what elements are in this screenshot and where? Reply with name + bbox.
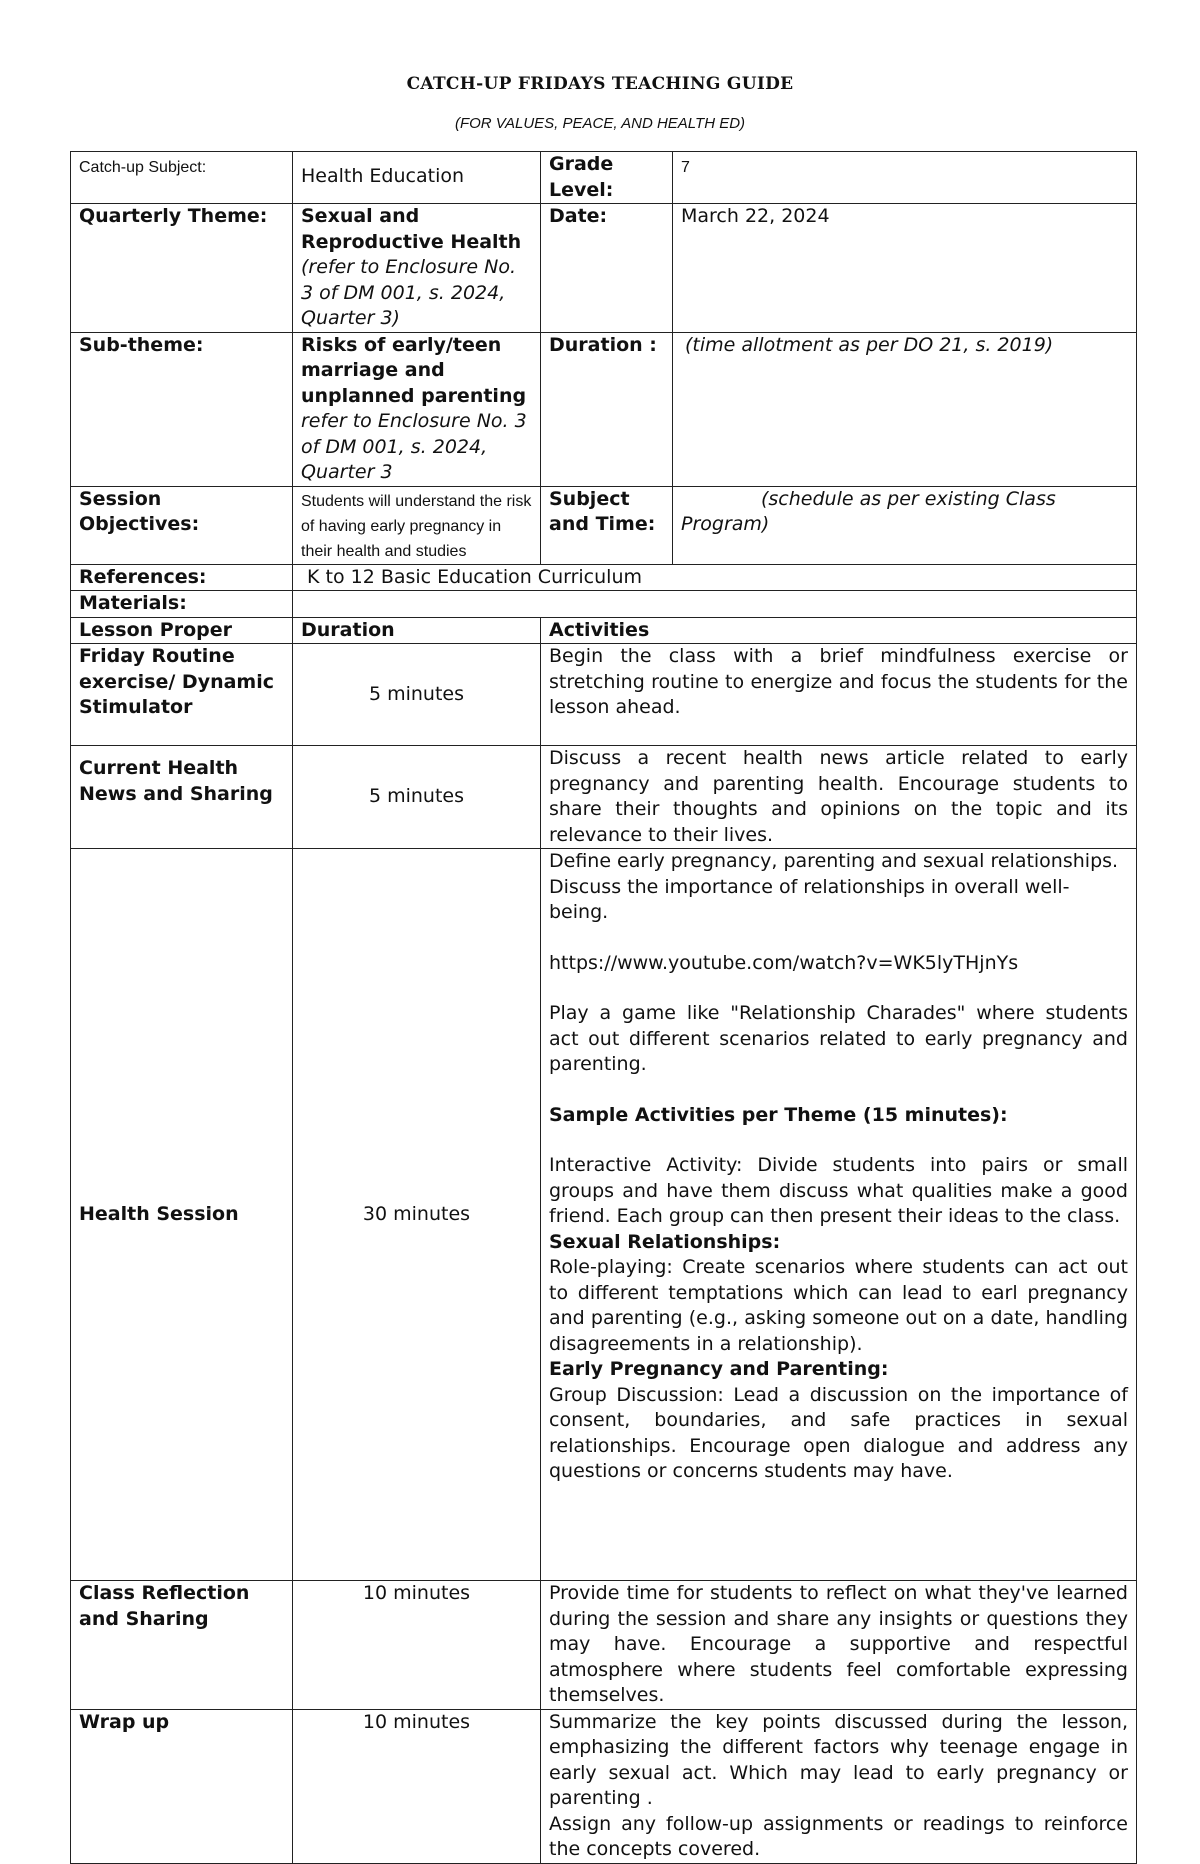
lesson-activities: Discuss a recent health news article related to early pregnancy and parenting health. Encourage students to share their thoughts and opinions on the topic and its relevance to their lives.	[541, 746, 1137, 849]
references-row	[71, 564, 1137, 591]
subject-label: Catch-up Subject:	[71, 152, 293, 204]
document-title: CATCH-UP FRIDAYS TEACHING GUIDE	[406, 74, 794, 94]
theme-title: Sexual and Reproductive Health	[301, 205, 522, 253]
theme-reference: (refer to Enclosure No. 3 of DM 001, s. 2024, Quarter 3)	[301, 256, 517, 329]
objectives-label: Session Objectives:	[71, 486, 293, 564]
activity-paragraph: Play a game like "Relationship Charades" where students act out different scenarios related to early pregnancy and parenting.	[549, 1002, 1128, 1075]
lesson-duration: 10 minutes	[293, 1581, 541, 1710]
lesson-row-health-session	[71, 849, 1137, 1581]
objectives-row	[71, 486, 1137, 564]
grade-label: Grade Level:	[541, 152, 673, 204]
subject-value: Health Education	[293, 152, 541, 204]
grade-value: 7	[673, 152, 1137, 204]
materials-value	[293, 591, 1137, 618]
video-link[interactable]: https://www.youtube.com/watch?v=WK5lyTHjnYs	[549, 951, 1019, 974]
activity-heading: Sexual Relationships:	[549, 1230, 781, 1253]
date-value: March 22, 2024	[673, 204, 1137, 333]
header-duration: Duration	[293, 617, 541, 644]
subject-row	[71, 152, 1137, 204]
lesson-name: Friday Routine exercise/ Dynamic Stimulator	[71, 644, 293, 746]
lesson-activities	[541, 1709, 1137, 1863]
sample-activities-heading: Sample Activities per Theme (15 minutes):	[549, 1103, 1008, 1126]
lesson-duration: 5 minutes	[293, 746, 541, 849]
header-lesson-proper: Lesson Proper	[71, 617, 293, 644]
subtheme-title: Risks of early/teen marriage and unplanned parenting	[301, 333, 527, 407]
document-subtitle: (FOR VALUES, PEACE, AND HEALTH ED)	[454, 115, 746, 132]
activity-paragraph: Role-playing: Create scenarios where students can act out to different temptations which can lead to earl pregnancy and parenting (e.g., asking someone out on a date, handling disagreements in a relationship).	[549, 1256, 1128, 1355]
subtheme-cell	[293, 332, 541, 486]
lesson-activities: Begin the class with a brief mindfulness exercise or stretching routine to energize and focus the students for the lesson ahead.	[541, 644, 1137, 746]
theme-label: Quarterly Theme:	[71, 204, 293, 333]
activity-paragraph: Summarize the key points discussed during the lesson, emphasizing the different factors why teenage engage in early sexual act. Which may lead to early pregnancy or parenting .	[549, 1710, 1128, 1809]
activity-heading: Early Pregnancy and Parenting:	[549, 1358, 889, 1380]
lesson-row-class-reflection	[71, 1581, 1137, 1710]
objectives-value: Students will understand the risk of having early pregnancy in their health and studies	[293, 486, 541, 564]
lesson-duration: 10 minutes	[293, 1709, 541, 1863]
subject-time-label: Subject and Time:	[541, 486, 673, 564]
duration-label: Duration :	[541, 332, 673, 486]
activity-paragraph: Group Discussion: Lead a discussion on the importance of consent, boundaries, and safe practices in sexual relationships. Encourage open dialogue and address any questions or concerns students may have.	[549, 1383, 1128, 1482]
activity-paragraph: Define early pregnancy, parenting and sexual relationships. Discuss the importance of relationships in overall well-being.	[549, 850, 1119, 923]
subtheme-row	[71, 332, 1137, 486]
subject-time-value: (schedule as per existing Class Program)	[673, 486, 1137, 564]
lesson-row-wrap-up	[71, 1709, 1137, 1863]
lesson-name: Class Reflection and Sharing	[71, 1581, 293, 1710]
subtheme-reference: refer to Enclosure No. 3 of DM 001, s. 2024, Quarter 3	[301, 410, 527, 483]
duration-value: (time allotment as per DO 21, s. 2019)	[673, 332, 1137, 486]
references-label: References:	[71, 564, 293, 591]
lesson-activities: Provide time for students to reflect on what they've learned during the session and share any insights or questions they may have. Encourage a supportive and respectful atmosphere where students feel comfortable expressing themselves.	[541, 1581, 1137, 1710]
activity-paragraph: Assign any follow-up assignments or readings to reinforce the concepts covered.	[549, 1812, 1128, 1860]
lesson-name: Wrap up	[71, 1709, 293, 1863]
subtheme-label: Sub-theme:	[71, 332, 293, 486]
lesson-duration: 5 minutes	[293, 644, 541, 746]
lesson-row-health-news	[71, 746, 1137, 849]
references-value: K to 12 Basic Education Curriculum	[293, 564, 1137, 591]
materials-row	[71, 591, 1137, 618]
header-activities: Activities	[541, 617, 1137, 644]
materials-label: Materials:	[71, 591, 293, 618]
lesson-name: Health Session	[71, 849, 293, 1581]
lesson-activities	[541, 849, 1137, 1581]
lesson-name: Current Health News and Sharing	[71, 746, 293, 849]
theme-cell	[293, 204, 541, 333]
lesson-header-row	[71, 617, 1137, 644]
activity-paragraph: Interactive Activity: Divide students into pairs or small groups and have them discuss what qualities make a good friend. Each group can then present their ideas to the class.	[549, 1154, 1128, 1227]
lesson-row-friday-routine	[71, 644, 1137, 746]
lesson-duration: 30 minutes	[293, 849, 541, 1581]
teaching-guide-table	[70, 151, 1137, 1864]
date-label: Date:	[541, 204, 673, 333]
theme-row	[71, 204, 1137, 333]
